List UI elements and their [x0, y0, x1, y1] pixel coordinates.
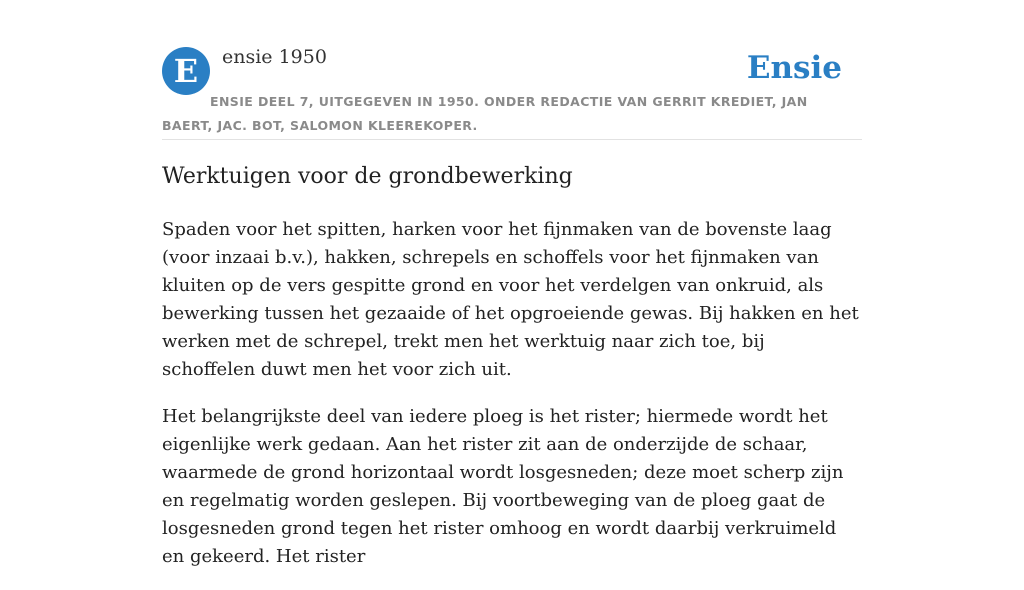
book-meta: ENSIE DEEL 7, UITGEGEVEN IN 1950. ONDER REDACTIE VAN GERRIT KREDIET, JAN BAERT, JAC. BOT, SALOMON KLEEREKOPER.	[162, 94, 808, 133]
article-title: Werktuigen voor de grondbewerking	[162, 164, 573, 189]
article-body	[162, 216, 862, 590]
ensie-logo[interactable]: E	[162, 47, 210, 95]
divider	[162, 139, 862, 140]
page	[162, 0, 862, 567]
paragraph: Spaden voor het spitten, harken voor het fijnmaken van de bovenste laag (voor inzaai b.v.), hakken, schrepels en schoffels voor het fijnmaken van kluiten op de vers gespitte grond en voor het verdelgen van onkruid, als bewerking tussen het gezaaide of het opgroeiende gewas. Bij hakken en het werken met de schrepel, trekt men het werktuig naar zich toe, bij schoffelen duwt men het voor zich uit.	[162, 219, 859, 380]
paragraph: Het belangrijkste deel van iedere ploeg is het rister; hiermede wordt het eigenlijke werk gedaan. Aan het rister zit aan de onderzijde de schaar, waarmede de grond horizontaal wordt losgesneden; deze moet scherp zijn en regelmatig worden geslepen. Bij voortbeweging van de ploeg gaat de losgesneden grond tegen het rister omhoog en wordt daarbij verkruimeld en gekeerd. Het rister	[162, 406, 844, 567]
brand-logo[interactable]: Ensie	[746, 50, 842, 86]
book-title[interactable]: ensie 1950	[222, 46, 327, 68]
